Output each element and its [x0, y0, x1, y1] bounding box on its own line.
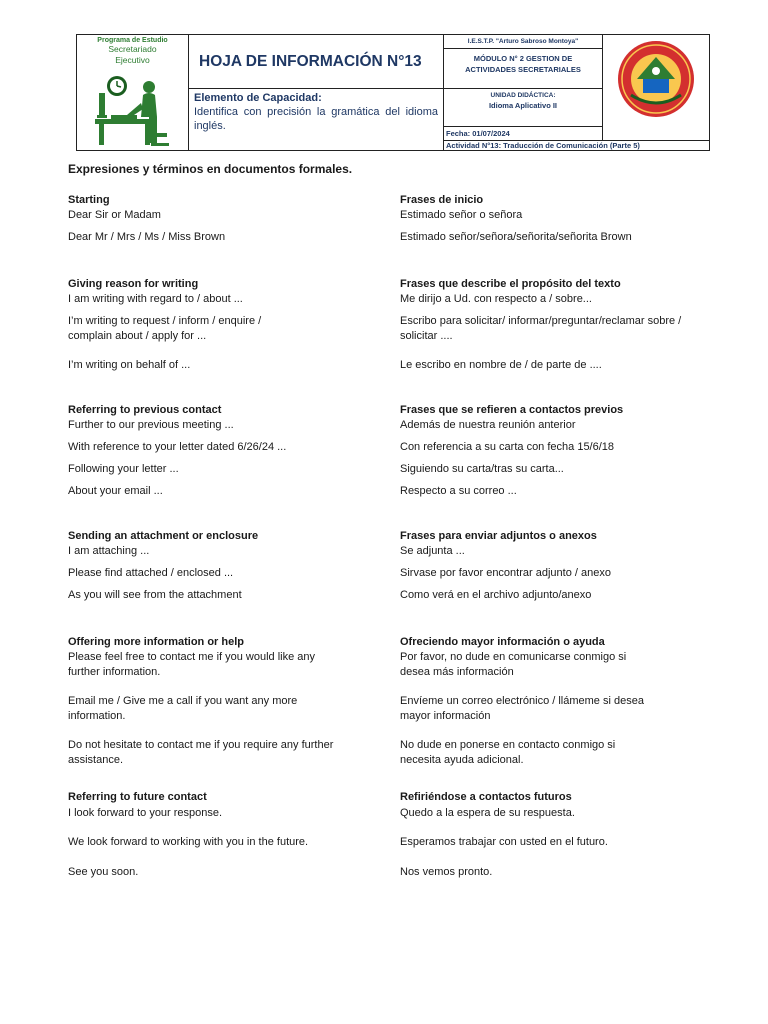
phrase-es: Sirvase por favor encontrar adjunto / anexo — [400, 567, 611, 579]
phrase-es: No dude en ponerse en contacto conmigo si necesita ayuda adicional. — [400, 739, 616, 766]
program-name: Secretariado Ejecutivo — [108, 44, 157, 65]
phrase-es: Quedo a la espera de su respuesta. — [400, 807, 575, 819]
phrase-es: Estimado señor/señora/señorita/señorita Brown — [400, 231, 632, 243]
header-table — [76, 34, 710, 151]
section-title-en: Offering more information or help — [68, 636, 245, 648]
phrase-es: Esperamos trabajar con usted en el futuro. — [400, 836, 608, 848]
page-title: HOJA DE INFORMACIÓN N°13 — [199, 53, 422, 70]
phrase-es: Respecto a su correo ... — [400, 485, 517, 497]
phrase-es: Siguiendo su carta/tras su carta... — [400, 463, 564, 475]
activity-cell — [444, 141, 709, 151]
phrase-es: Le escribo en nombre de / de parte de .... — [400, 359, 602, 371]
date-text: Fecha: 01/07/2024 — [446, 129, 510, 138]
section-title-es: Frases para enviar adjuntos o anexos — [400, 530, 597, 542]
module-cell — [444, 49, 603, 89]
unit-label: UNIDAD DIDÁCTICA: — [490, 92, 556, 99]
phrase-es: Estimado señor o señora — [400, 209, 523, 221]
element-label: Elemento de Capacidad: — [194, 92, 322, 104]
phrase-en: We look forward to working with you in the future. — [68, 836, 309, 848]
section-title-en: Giving reason for writing — [68, 278, 199, 290]
logo-cell — [603, 35, 709, 141]
institution-cell — [444, 35, 603, 49]
phrase-en: I look forward to your response. — [68, 807, 223, 819]
title-cell — [189, 35, 444, 89]
phrase-es: Como verá en el archivo adjunto/anexo — [400, 589, 592, 601]
phrase-en: Please find attached / enclosed ... — [68, 567, 234, 579]
phrase-es: Además de nuestra reunión anterior — [400, 419, 576, 431]
section-title-en: Sending an attachment or enclosure — [68, 530, 259, 542]
section-title-es: Frases de inicio — [400, 194, 484, 206]
phrase-es: Por favor, no dude en comunicarse conmigo si desea más información — [400, 651, 627, 678]
phrase-en: I’m writing to request / inform / enquire / complain about / apply for ... — [68, 315, 262, 342]
institution-name: I.E.S.T.P. "Arturo Sabroso Montoya" — [467, 38, 579, 45]
section-title-en: Starting — [68, 194, 110, 206]
module-text: MÓDULO N° 2 GESTION DE ACTIVIDADES SECRETARIALES — [465, 54, 581, 74]
secretary-illustration-icon — [91, 73, 175, 149]
phrase-es: Me dirijo a Ud. con respecto a / sobre... — [400, 293, 592, 305]
phrase-en: Dear Mr / Mrs / Ms / Miss Brown — [68, 231, 226, 243]
program-cell — [77, 35, 189, 151]
phrase-en: About your email ... — [68, 485, 163, 497]
phrase-en: Dear Sir or Madam — [68, 209, 161, 221]
section-title-en: Referring to previous contact — [68, 404, 222, 416]
section-title-es: Refiriéndose a contactos futuros — [400, 791, 572, 803]
element-cell — [189, 89, 444, 151]
phrase-es: Nos vemos pronto. — [400, 866, 493, 878]
intro-heading: Expresiones y términos en documentos formales. — [68, 162, 353, 176]
unit-name: Idioma Aplicativo II — [488, 101, 558, 110]
phrase-en: I am attaching ... — [68, 545, 150, 557]
phrase-es: Se adjunta ... — [400, 545, 465, 557]
phrase-es: Con referencia a su carta con fecha 15/6/18 — [400, 441, 615, 453]
unit-cell — [444, 89, 603, 127]
institution-seal-icon — [603, 35, 709, 141]
phrase-en: See you soon. — [68, 866, 139, 878]
section-title-es: Ofreciendo mayor información o ayuda — [400, 636, 605, 648]
phrase-es: Envíeme un correo electrónico / llámeme si desea mayor información — [400, 695, 644, 722]
phrase-es: Escribo para solicitar/ informar/preguntar/reclamar sobre / solicitar .... — [400, 315, 682, 342]
element-text: Identifica con precisión la gramática del idioma inglés. — [194, 106, 438, 132]
phrase-en: Following your letter ... — [68, 463, 179, 475]
phrase-en: Do not hesitate to contact me if you require any further assistance. — [68, 739, 334, 766]
section-title-es: Frases que describe el propósito del texto — [400, 278, 621, 290]
phrase-en: Email me / Give me a call if you want any more information. — [68, 695, 298, 722]
date-cell — [444, 127, 603, 141]
phrase-en: I’m writing on behalf of ... — [68, 359, 191, 371]
phrase-en: I am writing with regard to / about ... — [68, 293, 243, 305]
section-title-en: Referring to future contact — [68, 791, 207, 803]
phrase-en: Further to our previous meeting ... — [68, 419, 234, 431]
activity-text: Actividad N°13: Traducción de Comunicación (Parte 5) — [446, 141, 640, 150]
phrase-en: Please feel free to contact me if you would like any further information. — [68, 651, 316, 678]
phrase-en: With reference to your letter dated 6/26/24 ... — [68, 441, 287, 453]
program-heading: Programa de Estudio — [97, 37, 168, 44]
phrase-en: As you will see from the attachment — [68, 589, 242, 601]
section-title-es: Frases que se refieren a contactos previos — [400, 404, 624, 416]
